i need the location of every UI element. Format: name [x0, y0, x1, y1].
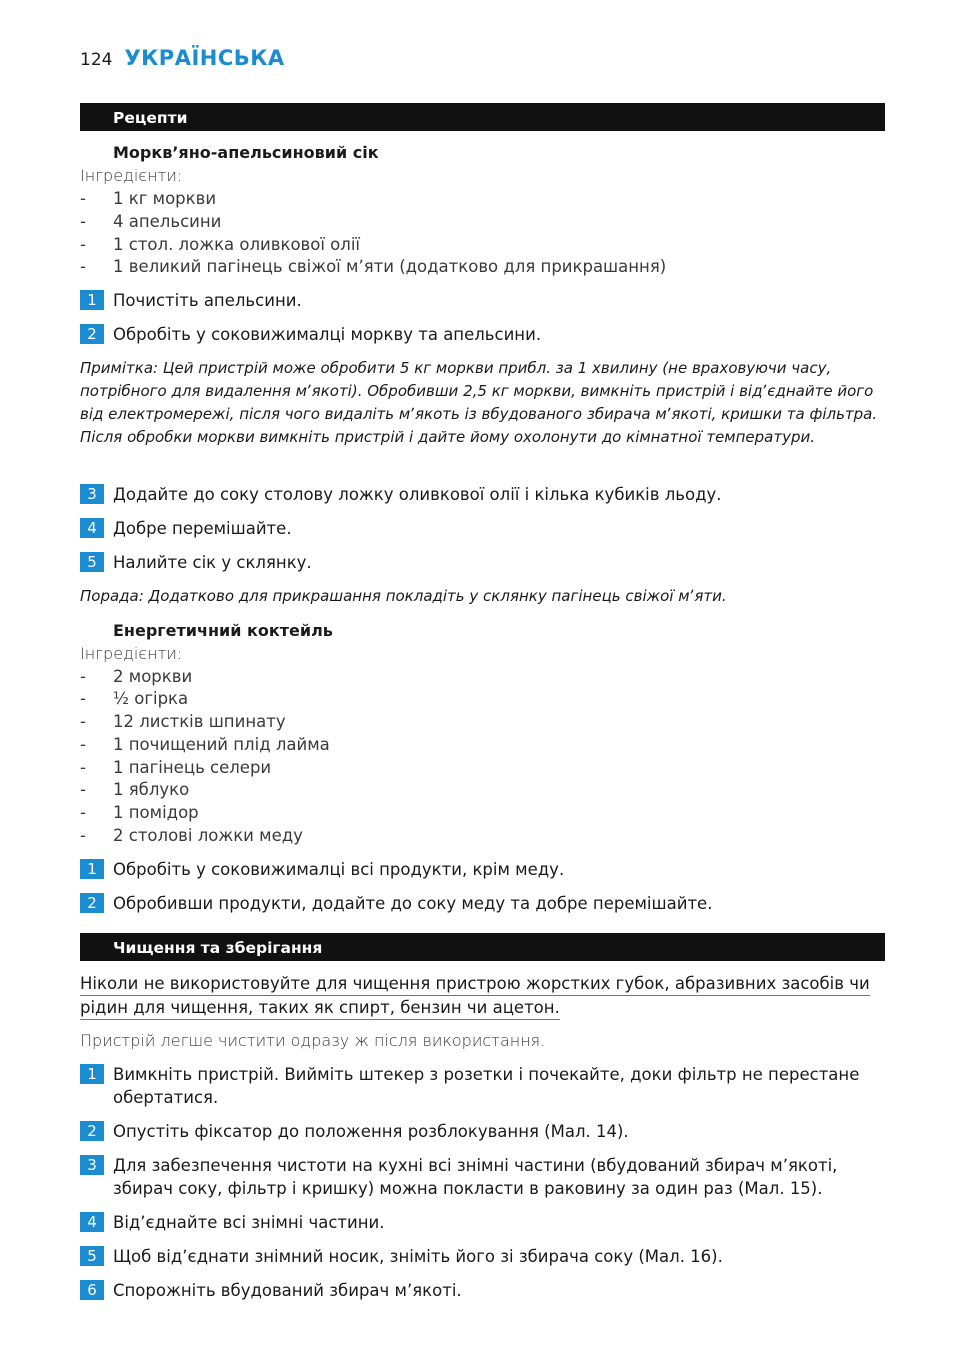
step-item [80, 1154, 885, 1200]
step-number: 3 [80, 484, 104, 504]
ingredient-item: - 1 кг моркви [80, 189, 217, 208]
page-header [80, 46, 285, 70]
step-number: 4 [80, 518, 104, 538]
step-number: 1 [80, 859, 104, 879]
step-item [80, 1120, 885, 1143]
step-number: 2 [80, 893, 104, 913]
step-item [80, 1279, 885, 1302]
step-item [80, 858, 885, 881]
ingredient-item: - 1 почищений плід лайма [80, 735, 330, 754]
step-item [80, 289, 885, 312]
tip-text: Порада: Додатково для прикрашання покладіть у склянку пагінець свіжої мʼяти. [80, 587, 727, 605]
step-text: Обробивши продукти, додайте до соку меду та добре перемішайте. [113, 894, 713, 913]
step-item [80, 1245, 885, 1268]
step-text: Опустіть фіксатор до положення розблокування (Мал. 14). [113, 1122, 629, 1141]
step-text: Спорожніть вбудований збирач мʼякоті. [113, 1281, 462, 1300]
ingredient-item: - 4 апельсини [80, 212, 222, 231]
step-text: Вимкніть пристрій. Вийміть штекер з розетки і почекайте, доки фільтр не перестане обертатися. [113, 1065, 860, 1107]
step-item [80, 892, 885, 915]
step-text: Для забезпечення чистоти на кухні всі знімні частини (вбудований збирач мʼякоті, збирач соку, фільтр і кришку) можна покласти в раковину за один раз (Мал. 15). [113, 1156, 838, 1198]
section-header-cleaning: Чищення та зберігання [80, 933, 885, 961]
step-text: Обробіть у соковижималці моркву та апельсини. [113, 325, 542, 344]
step-number: 6 [80, 1280, 104, 1300]
ingredients-label: Інгредієнти: [80, 166, 183, 185]
step-item [80, 323, 885, 346]
page-number: 124 [80, 50, 113, 70]
section-header-recipes: Рецепти [80, 103, 885, 131]
step-number: 3 [80, 1155, 104, 1175]
step-number: 1 [80, 290, 104, 310]
step-number: 1 [80, 1064, 104, 1084]
step-item [80, 517, 885, 540]
ingredient-item: - 1 яблуко [80, 780, 190, 799]
step-item [80, 1063, 885, 1109]
step-text: Обробіть у соковижималці всі продукти, крім меду. [113, 860, 565, 879]
ingredient-item: - 1 помідор [80, 803, 199, 822]
step-text: Відʼєднайте всі знімні частини. [113, 1213, 385, 1232]
step-text: Добре перемішайте. [113, 519, 292, 538]
step-text: Додайте до соку столову ложку оливкової олії і кілька кубиків льоду. [113, 485, 722, 504]
recipe-title: Морквʼяно-апельсиновий сік [113, 143, 379, 162]
step-number: 5 [80, 552, 104, 572]
step-item [80, 1211, 885, 1234]
ingredient-item: - 2 моркви [80, 667, 193, 686]
ingredient-item: - ½ огірка [80, 689, 189, 708]
intro-text: Пристрій легше чистити одразу ж після використання. [80, 1031, 546, 1050]
step-number: 4 [80, 1212, 104, 1232]
step-text: Почистіть апельсини. [113, 291, 302, 310]
ingredient-item: - 1 стол. ложка оливкової олії [80, 235, 360, 254]
step-number: 5 [80, 1246, 104, 1266]
step-number: 2 [80, 324, 104, 344]
note-text: Примітка: Цей пристрій може обробити 5 кг моркви прибл. за 1 хвилину (не враховуючи часу, потрібного для видалення мʼякоті). Обробивши 2,5 кг моркви, вимкніть пристрій і відʼєднайте його від електромережі, після чого видаліть мʼякоть із вбудованого збирача мʼякоті, кришки та фільтра. Після обробки моркви вимкніть пристрій і дайте йому охолонути до кімнатної температури. [80, 359, 878, 446]
warning-line: рідин для чищення, таких як спирт, бензин чи ацетон. [80, 996, 560, 1020]
step-item [80, 483, 885, 506]
ingredient-item: - 1 великий пагінець свіжої мʼяти (додатково для прикрашання) [80, 257, 667, 276]
language-title: УКРАЇНСЬКА [124, 46, 285, 70]
step-text: Щоб відʼєднати знімний носик, зніміть його зі збирача соку (Мал. 16). [113, 1247, 723, 1266]
ingredient-item: - 1 пагінець селери [80, 758, 272, 777]
warning-line: Ніколи не використовуйте для чищення пристрою жорстких губок, абразивних засобів чи [80, 972, 870, 996]
step-text: Налийте сік у склянку. [113, 553, 312, 572]
warning-text [80, 972, 885, 1020]
recipe-title: Енергетичний коктейль [113, 621, 333, 640]
ingredient-item: - 12 листків шпинату [80, 712, 286, 731]
ingredient-item: - 2 столові ложки меду [80, 826, 303, 845]
step-number: 2 [80, 1121, 104, 1141]
ingredients-label: Інгредієнти: [80, 644, 183, 663]
step-item [80, 551, 885, 574]
